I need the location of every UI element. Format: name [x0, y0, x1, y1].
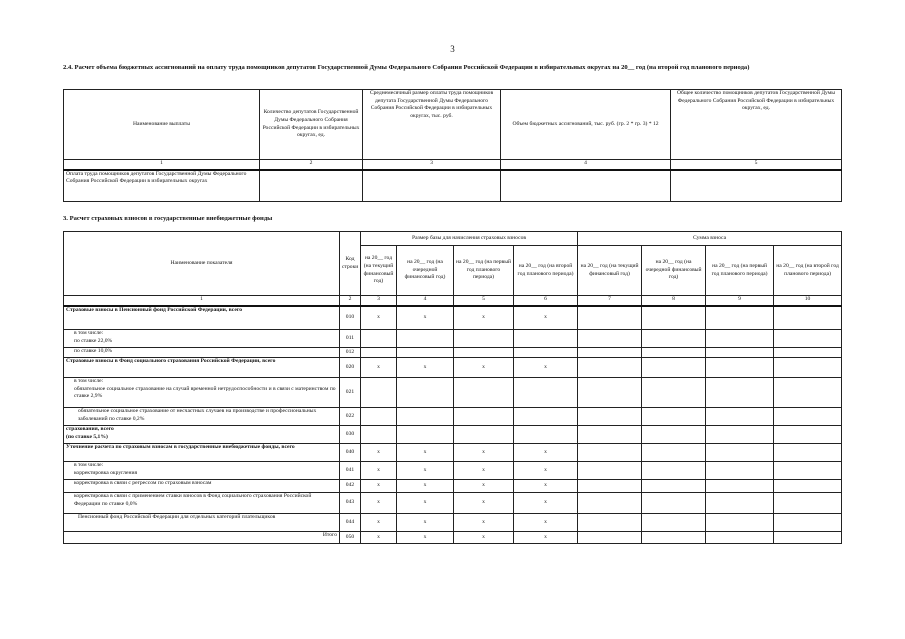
input-cell[interactable] — [578, 378, 642, 408]
input-cell[interactable] — [397, 330, 454, 348]
table-row — [64, 426, 842, 444]
column-number: 6 — [514, 296, 578, 306]
table-row — [64, 348, 842, 358]
column-number: 1 — [64, 160, 260, 170]
table-row — [64, 462, 842, 480]
not-applicable-mark: x — [454, 532, 514, 544]
table-row — [64, 480, 842, 493]
row-code: 020 — [340, 358, 361, 378]
input-cell[interactable] — [706, 348, 774, 358]
input-cell[interactable] — [578, 426, 642, 444]
input-cell[interactable] — [578, 493, 642, 514]
input-cell[interactable] — [361, 330, 397, 348]
header-payment-name: Наименование выплаты — [64, 90, 260, 160]
not-applicable-mark: x — [361, 514, 397, 532]
not-applicable-mark: x — [514, 532, 578, 544]
header-base-size: Размер базы для начисления страховых взносов — [361, 232, 578, 246]
not-applicable-mark: x — [454, 358, 514, 378]
input-cell[interactable] — [774, 358, 842, 378]
header-first-plan-year: на 20__ год (на первый год планового периода) — [454, 246, 514, 296]
indicator-name: Уточнение расчета по страховым взносам в государственные внебюджетные фонды, всего — [64, 444, 340, 462]
header-second-plan-year: на 20__ год (на второй год планового периода) — [774, 246, 842, 296]
header-assistants-count: Общее количество помощников депутатов Государственной Думы Федерального Собрания Российской Федерации в избирательных округах, ед. — [671, 90, 842, 160]
input-cell[interactable] — [774, 426, 842, 444]
allocations-table — [63, 89, 842, 202]
input-cell[interactable] — [774, 444, 842, 462]
input-cell[interactable] — [774, 514, 842, 532]
input-cell[interactable] — [774, 462, 842, 480]
header-contribution-sum: Сумма взноса — [578, 232, 842, 246]
row-code: 040 — [340, 444, 361, 462]
input-cell[interactable] — [706, 493, 774, 514]
table-row — [64, 532, 842, 544]
section-2-4-heading: 2.4. Расчет объема бюджетных ассигнований на оплату труда помощников депутатов Государственной Думы Федерального Собрания Российской Федерации в избирательных округах на 20__ год (на второй год планового периода) — [63, 64, 750, 71]
not-applicable-mark: x — [397, 493, 454, 514]
not-applicable-mark: x — [397, 462, 454, 480]
input-cell[interactable] — [578, 408, 642, 426]
table-row — [64, 330, 842, 348]
row-code: 043 — [340, 493, 361, 514]
not-applicable-mark: x — [514, 462, 578, 480]
input-cell[interactable] — [454, 378, 514, 408]
input-cell[interactable] — [642, 480, 706, 493]
column-number: 3 — [361, 296, 397, 306]
input-cell[interactable] — [774, 348, 842, 358]
input-cell[interactable] — [642, 532, 706, 544]
input-cell[interactable] — [774, 408, 842, 426]
input-cell[interactable] — [578, 480, 642, 493]
row-code: 012 — [340, 348, 361, 358]
column-number: 9 — [706, 296, 774, 306]
indicator-name: в том числе: корректировка округления — [64, 462, 340, 480]
input-cell[interactable] — [454, 426, 514, 444]
row-code: 021 — [340, 378, 361, 408]
not-applicable-mark: x — [514, 514, 578, 532]
row-assistants-pay: Оплата труда помощников депутатов Государственной Думы Федерального Собрания Российской Федерации в избирательных округах — [64, 170, 260, 202]
not-applicable-mark: x — [514, 358, 578, 378]
not-applicable-mark: x — [454, 306, 514, 330]
input-cell[interactable] — [578, 358, 642, 378]
table-row — [64, 358, 842, 378]
input-cell[interactable] — [578, 330, 642, 348]
column-number: 4 — [501, 160, 671, 170]
not-applicable-mark: x — [361, 358, 397, 378]
insurance-contributions-table — [63, 231, 842, 544]
input-cell[interactable] — [706, 330, 774, 348]
not-applicable-mark: x — [397, 358, 454, 378]
column-number: 4 — [397, 296, 454, 306]
section-3-heading: 3. Расчет страховых взносов в государственные внебюджетные фонды — [63, 215, 273, 222]
input-cell[interactable] — [774, 306, 842, 330]
input-cell[interactable] — [774, 532, 842, 544]
indicator-name: корректировка в связи с применением ставки взносов в Фонд социального страхования Российской Федерации по ставке 0,0% — [64, 493, 340, 514]
input-cell[interactable] — [774, 493, 842, 514]
input-cell[interactable] — [260, 170, 363, 202]
not-applicable-mark: x — [454, 480, 514, 493]
table-row — [64, 493, 842, 514]
column-number: 8 — [642, 296, 706, 306]
input-cell[interactable] — [397, 378, 454, 408]
row-code: 050 — [340, 532, 361, 544]
indicator-name: корректировка в связи с регрессом по страховым взносам — [64, 480, 340, 493]
header-allocation-volume: Объем бюджетных ассигнований, тыс. руб. (гр. 2 * гр. 3) * 12 — [501, 90, 671, 160]
indicator-name: Пенсионный фонд Российской Федерации для отдельных категорий плательщиков — [64, 514, 340, 532]
input-cell[interactable] — [774, 480, 842, 493]
indicator-name: Итого — [64, 532, 340, 544]
input-cell[interactable] — [642, 493, 706, 514]
input-cell[interactable] — [642, 444, 706, 462]
header-next-year: на 20__ год (на очередной финансовый год) — [642, 246, 706, 296]
header-indicator-name: Наименование показателя — [64, 232, 340, 296]
input-cell[interactable] — [578, 444, 642, 462]
input-cell[interactable] — [514, 426, 578, 444]
input-cell[interactable] — [642, 514, 706, 532]
row-code: 042 — [340, 480, 361, 493]
input-cell[interactable] — [706, 532, 774, 544]
not-applicable-mark: x — [397, 306, 454, 330]
input-cell[interactable] — [514, 330, 578, 348]
not-applicable-mark: x — [361, 306, 397, 330]
not-applicable-mark: x — [514, 306, 578, 330]
column-number: 10 — [774, 296, 842, 306]
input-cell[interactable] — [706, 462, 774, 480]
input-cell[interactable] — [706, 306, 774, 330]
input-cell[interactable] — [397, 348, 454, 358]
table-row — [64, 514, 842, 532]
column-number: 3 — [363, 160, 501, 170]
indicator-name: по ставке 10,0% — [64, 348, 340, 358]
input-cell[interactable] — [514, 378, 578, 408]
not-applicable-mark: x — [454, 444, 514, 462]
input-cell[interactable] — [514, 348, 578, 358]
indicator-name: в том числе: обязательное социальное страхование на случай временной нетрудоспособности и в связи с материнством по ставке 2,9% — [64, 378, 340, 408]
column-number: 7 — [578, 296, 642, 306]
indicator-name: обязательное социальное страхование от несчастных случаев на производстве и профессиональных заболеваний по ставке 0,2% — [64, 408, 340, 426]
not-applicable-mark: x — [397, 480, 454, 493]
column-number: 2 — [340, 296, 361, 306]
not-applicable-mark: x — [361, 493, 397, 514]
input-cell[interactable] — [706, 426, 774, 444]
input-cell[interactable] — [642, 408, 706, 426]
input-cell[interactable] — [706, 408, 774, 426]
header-current-year: на 20__ год (на текущий финансовый год) — [578, 246, 642, 296]
not-applicable-mark: x — [361, 462, 397, 480]
input-cell[interactable] — [361, 426, 397, 444]
not-applicable-mark: x — [454, 514, 514, 532]
input-cell[interactable] — [578, 532, 642, 544]
input-cell[interactable] — [671, 170, 842, 202]
not-applicable-mark: x — [514, 493, 578, 514]
indicator-name: в том числе: по ставке 22,0% — [64, 330, 340, 348]
input-cell[interactable] — [454, 348, 514, 358]
input-cell[interactable] — [642, 306, 706, 330]
page-number: 3 — [450, 44, 455, 54]
input-cell[interactable] — [642, 330, 706, 348]
header-second-plan-year: на 20__ год (на второй год планового периода) — [514, 246, 578, 296]
header-current-year: на 20__ год (на текущий финансовый год) — [361, 246, 397, 296]
input-cell[interactable] — [501, 170, 671, 202]
input-cell[interactable] — [706, 378, 774, 408]
not-applicable-mark: x — [454, 493, 514, 514]
input-cell[interactable] — [706, 480, 774, 493]
input-cell[interactable] — [397, 408, 454, 426]
input-cell[interactable] — [774, 378, 842, 408]
input-cell[interactable] — [454, 330, 514, 348]
input-cell[interactable] — [578, 306, 642, 330]
input-cell[interactable] — [454, 408, 514, 426]
table-row — [64, 444, 842, 462]
column-number: 5 — [454, 296, 514, 306]
header-row-code: Код строки — [340, 232, 361, 296]
input-cell[interactable] — [642, 358, 706, 378]
row-code: 041 — [340, 462, 361, 480]
input-cell[interactable] — [706, 358, 774, 378]
input-cell[interactable] — [578, 514, 642, 532]
row-code: 030 — [340, 426, 361, 444]
input-cell[interactable] — [578, 348, 642, 358]
not-applicable-mark: x — [397, 532, 454, 544]
column-number: 5 — [671, 160, 842, 170]
table-row — [64, 306, 842, 330]
not-applicable-mark: x — [361, 532, 397, 544]
column-number: 1 — [64, 296, 340, 306]
not-applicable-mark: x — [514, 444, 578, 462]
not-applicable-mark: x — [397, 444, 454, 462]
input-cell[interactable] — [361, 348, 397, 358]
input-cell[interactable] — [397, 426, 454, 444]
input-cell[interactable] — [642, 378, 706, 408]
row-code: 011 — [340, 330, 361, 348]
input-cell[interactable] — [642, 426, 706, 444]
input-cell[interactable] — [706, 444, 774, 462]
row-code: 044 — [340, 514, 361, 532]
not-applicable-mark: x — [514, 480, 578, 493]
row-code: 010 — [340, 306, 361, 330]
input-cell[interactable] — [578, 462, 642, 480]
not-applicable-mark: x — [397, 514, 454, 532]
row-code: 022 — [340, 408, 361, 426]
input-cell[interactable] — [774, 330, 842, 348]
input-cell[interactable] — [706, 514, 774, 532]
indicator-name: Страховые взносы в Фонд социального страхования Российской Федерации, всего — [64, 358, 340, 378]
indicator-name: Страховые взносы в Пенсионный фонд Российской Федерации, всего — [64, 306, 340, 330]
input-cell[interactable] — [642, 462, 706, 480]
header-avg-salary: Среднемесячный размер оплаты труда помощников депутата Государственной Думы Федерального Собрания Российской Федерации в избирательных округах, тыс. руб. — [363, 90, 501, 160]
not-applicable-mark: x — [361, 444, 397, 462]
header-deputies-count: Количество депутатов Государственной Думы Федерального Собрания Российской Федерации в избирательных округах, ед. — [260, 90, 363, 160]
not-applicable-mark: x — [454, 462, 514, 480]
indicator-name: страхования, всего (по ставке 5,1%) — [64, 426, 340, 444]
table-row — [64, 378, 842, 408]
input-cell[interactable] — [642, 348, 706, 358]
header-next-year: на 20__ год (на очередной финансовый год) — [397, 246, 454, 296]
column-number: 2 — [260, 160, 363, 170]
input-cell[interactable] — [514, 408, 578, 426]
not-applicable-mark: x — [361, 480, 397, 493]
header-first-plan-year: на 20__ год (на первый год планового периода) — [706, 246, 774, 296]
input-cell[interactable] — [361, 408, 397, 426]
table-row — [64, 408, 842, 426]
input-cell[interactable] — [361, 378, 397, 408]
input-cell[interactable] — [363, 170, 501, 202]
